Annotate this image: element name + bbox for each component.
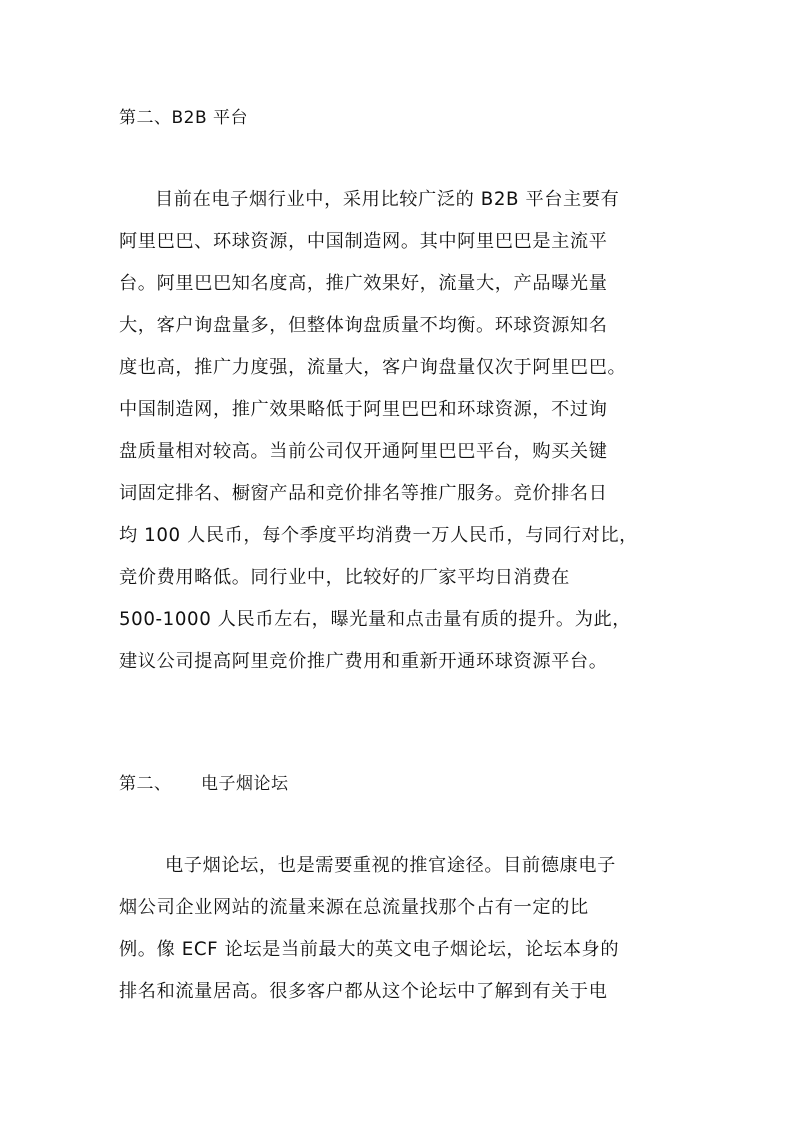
paragraph-line: 烟公司企业网站的流量来源在总流量找那个占有一定的比 bbox=[119, 897, 589, 918]
paragraph-line: 阿里巴巴、环球资源，中国制造网。其中阿里巴巴是主流平 bbox=[119, 231, 608, 252]
paragraph-line: 台。阿里巴巴知名度高，推广效果好，流量大，产品曝光量 bbox=[119, 273, 608, 294]
paragraph-line: 度也高，推广力度强，流量大，客户询盘量仅次于阿里巴巴。 bbox=[119, 357, 627, 378]
paragraph-line: 目前在电子烟行业中，采用比较广泛的 B2B 平台主要有 bbox=[155, 189, 620, 210]
paragraph-line: 500-1000 人民币左右，曝光量和点击量有质的提升。为此， bbox=[119, 609, 632, 630]
paragraph-line: 大，客户询盘量多，但整体询盘质量不均衡。环球资源知名 bbox=[119, 315, 608, 336]
section-heading-b2b: 第二、B2B 平台 bbox=[119, 108, 249, 128]
paragraph-line: 中国制造网，推广效果略低于阿里巴巴和环球资源，不过询 bbox=[119, 399, 608, 420]
paragraph-line: 电子烟论坛，也是需要重视的推官途径。目前德康电子 bbox=[165, 855, 616, 876]
paragraph-line: 例。像 ECF 论坛是当前最大的英文电子烟论坛，论坛本身的 bbox=[119, 939, 620, 960]
section-heading-forum: 第二、 电子烟论坛 bbox=[119, 774, 289, 794]
paragraph-line: 均 100 人民币，每个季度平均消费一万人民币，与同行对比， bbox=[119, 525, 638, 546]
paragraph-line: 排名和流量居高。很多客户都从这个论坛中了解到有关于电 bbox=[119, 981, 608, 1002]
paragraph-line: 建议公司提高阿里竞价推广费用和重新开通环球资源平台。 bbox=[119, 651, 608, 672]
paragraph-line: 竞价费用略低。同行业中，比较好的厂家平均日消费在 bbox=[119, 567, 570, 588]
paragraph-line: 词固定排名、橱窗产品和竞价排名等推广服务。竞价排名日 bbox=[119, 483, 608, 504]
paragraph-line: 盘质量相对较高。当前公司仅开通阿里巴巴平台，购买关键 bbox=[119, 441, 608, 462]
